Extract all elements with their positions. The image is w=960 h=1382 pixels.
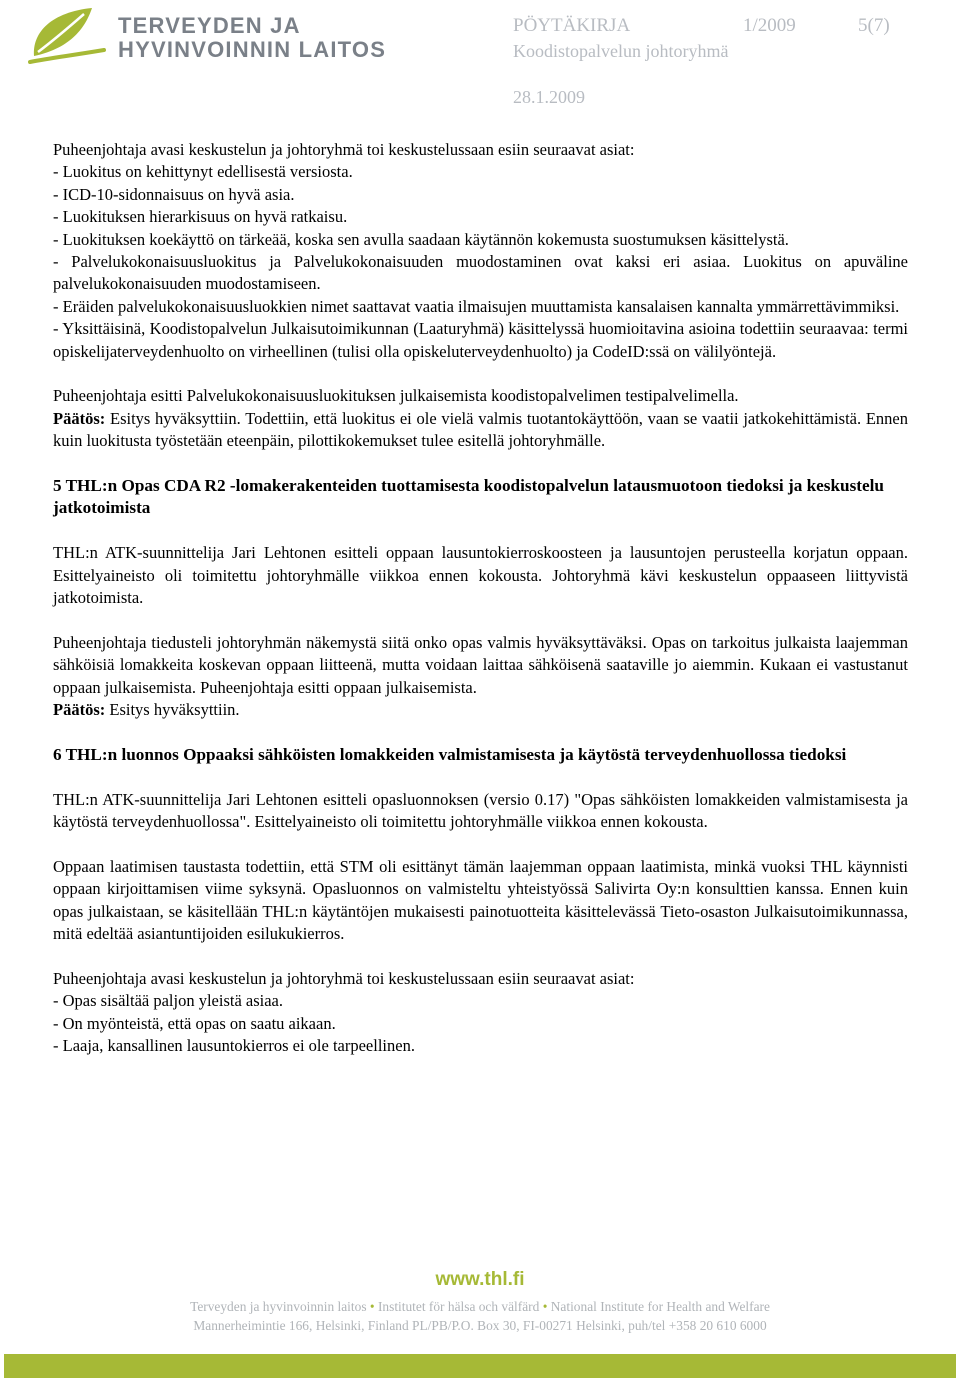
- list-item: - Laaja, kansallinen lausuntokierros ei ole tarpeellinen.: [53, 1036, 415, 1056]
- list-item: - Luokituksen hierarkisuus on hyvä ratkaisu.: [53, 207, 348, 227]
- section-heading-6: 6 THL:n luonnos Oppaaksi sähköisten lomakkeiden valmistamisesta ja käytöstä terveydenhuollossa tiedoksi: [53, 744, 847, 764]
- meeting-date: 28.1.2009: [513, 87, 585, 107]
- decision-label: Päätös:: [53, 408, 106, 428]
- list-item: - Luokituksen koekäyttö on tärkeää, koska sen avulla saadaan käytännön kokemusta suostumuksen käsittelystä.: [53, 229, 789, 249]
- group-name: Koodistopalvelun johtoryhmä: [513, 41, 729, 61]
- list-item: - Yksittäisinä, Koodistopalvelun Julkaisutoimikunnan (Laaturyhmä) käsittelyssä huomioitavina asioina todettiin seuraavaa: termi opiskelijaterveydenhuolto on virheellinen (tulisi olla opiskeluterveydenhuolto) ja CodeID:ssä on välilyöntejä.: [53, 319, 908, 361]
- decision-label: Päätös:: [53, 700, 106, 720]
- list-item: - On myönteistä, että opas on saatu aikaan.: [53, 1013, 336, 1033]
- bullet-icon: •: [369, 1299, 375, 1314]
- logo-text-line1: TERVEYDEN JA: [118, 13, 301, 38]
- decision-paragraph: [53, 408, 908, 453]
- logo-text-line2: HYVINVOINNIN LAITOS: [118, 37, 387, 62]
- paragraph: Puheenjohtaja avasi keskustelun ja johtoryhmä toi keskustelussaan esiin seuraavat asiat:: [53, 140, 635, 159]
- footer-org-fi: Terveyden ja hyvinvoinnin laitos: [190, 1299, 367, 1314]
- paragraph: Puheenjohtaja avasi keskustelun ja johtoryhmä toi keskustelussaan esiin seuraavat asiat:: [53, 968, 635, 988]
- footer-bar: [4, 1354, 956, 1378]
- decision-paragraph: [53, 699, 908, 721]
- page-number: 5(7): [858, 15, 890, 36]
- footer-org-line: [0, 1299, 960, 1315]
- paragraph: THL:n ATK-suunnittelija Jari Lehtonen esitteli opasluonnoksen (versio 0.17) "Opas sähköisten lomakkeiden valmistamisesta ja käytöstä terveydenhuollossa". Esittelyaineisto oli toimitettu johtoryhmälle viikkoa ennen kokousta.: [53, 789, 908, 832]
- leaf-icon: [28, 6, 116, 66]
- footer-org-sv: Institutet för hälsa och välfärd: [377, 1299, 540, 1314]
- footer-address: Mannerheimintie 166, Helsinki, Finland PL/PB/P.O. Box 30, FI-00271 Helsinki, puh/tel +358 20 610 6000: [193, 1318, 767, 1333]
- list-item: - Eräiden palvelukokonaisuusluokkien nimet saattavat vaatia ilmaisujen muuttamista kansalaisen kannalta ymmärrettävimmiksi.: [53, 296, 900, 316]
- doc-number: 1/2009: [743, 15, 796, 36]
- footer-url[interactable]: www.thl.fi: [435, 1269, 525, 1290]
- document-body: [53, 139, 908, 1058]
- decision-text: Esitys hyväksyttiin.: [109, 700, 240, 720]
- section-heading-5: 5 THL:n Opas CDA R2 -lomakerakenteiden tuottamisesta koodistopalvelun latausmuotoon tiedoksi ja keskustelu jatkotoimista: [53, 476, 884, 518]
- footer-org-en: National Institute for Health and Welfare: [550, 1299, 770, 1314]
- thl-logo: [28, 6, 388, 66]
- decision-text: Esitys hyväksyttiin. Todettiin, että luokitus ei ole vielä valmis tuotantokäyttöön, vaan se vaatii jatkokehittämistä. Ennen kuin luokitusta työstetään eteenpäin, pilottikokemukset tulee esitellä johtoryhmälle.: [53, 408, 908, 451]
- doc-type: PÖYTÄKIRJA: [513, 15, 631, 36]
- list-item: - Luokitus on kehittynyt edellisestä versiosta.: [53, 162, 353, 182]
- paragraph: Puheenjohtaja tiedusteli johtoryhmän näkemystä siitä onko opas valmis hyväksyttäväksi. Opas on tarkoitus julkaista laajemman sähköisiä lomakkeita koskevan oppaan liitteenä, mutta voidaan laittaa sähköisenä saataville jo aiemmin. Kukaan ei vastustanut oppaan julkaisemista. Puheenjohtaja esitti oppaan julkaisemista.: [53, 632, 908, 697]
- list-item: - Opas sisältää paljon yleistä asiaa.: [53, 991, 284, 1011]
- list-item: - Palvelukokonaisuusluokitus ja Palvelukokonaisuuden muodostaminen ovat kaksi eri asiaa. Luokitus on apuväline palvelukokonaisuuden muodostamiseen.: [53, 252, 908, 294]
- paragraph: Puheenjohtaja esitti Palvelukokonaisuusluokituksen julkaisemista koodistopalvelimen testipalvelimella.: [53, 386, 739, 406]
- bullet-icon: •: [542, 1299, 548, 1314]
- paragraph: Oppaan laatimisen taustasta todettiin, että STM oli esittänyt tämän laajemman oppaan laatimista, minkä vuoksi THL käynnisti oppaan kirjoittamisen viime syksynä. Opasluonnos on valmisteltu yhteistyössä Salivirta Oy:n konsulttien kanssa. Ennen kuin opas julkaistaan, se käsitellään THL:n käytäntöjen mukaisesti painotuotteita käsittelevässä Tieto-osaston Julkaisutoimikunnassa, mitä edeltää asiantuntijoiden esilukukierros.: [53, 856, 908, 944]
- paragraph: THL:n ATK-suunnittelija Jari Lehtonen esitteli oppaan lausuntokierroskoosteen ja lausuntojen perusteella korjatun oppaan. Esittelyaineisto oli toimitettu johtoryhmälle viikkoa ennen kokousta. Johtoryhmä kävi keskustelun oppaaseen liittyvistä jatkotoimista.: [53, 543, 908, 608]
- list-item: - ICD-10-sidonnaisuus on hyvä asia.: [53, 184, 295, 204]
